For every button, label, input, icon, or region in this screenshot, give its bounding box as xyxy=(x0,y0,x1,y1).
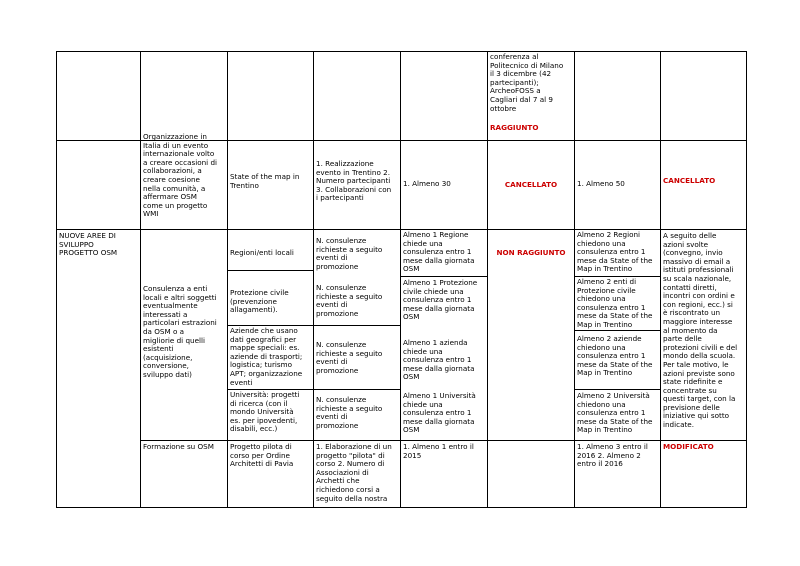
event-target-2016: 1. Almeno 50 xyxy=(577,179,625,188)
area-title: NUOVE AREE DI SVILUPPO PROGETTO OSM xyxy=(59,231,118,258)
subrow-aziende-target-2015: Almeno 1 azienda chiede una consulenza entro 1 mese dalla giornata OSM xyxy=(403,338,475,382)
subrow-aziende-action: Aziende che usano dati geografici per mappe speciali: es. aziende di trasporti; logistica; turismo APT; organizzazione eventi xyxy=(230,326,303,387)
event-indicator: 1. Realizzazione evento in Trentino 2. Numero partecipanti 3. Collaborazioni con i partecipanti xyxy=(316,159,392,203)
subrow-regioni-indicator: N. consulenze richieste a seguito eventi di promozione xyxy=(316,236,383,271)
subrow-protezione-action: Protezione civile (prevenzione allagamenti). xyxy=(230,288,289,315)
event-target-2015: 1. Almeno 30 xyxy=(403,179,451,188)
event-action: State of the map in Trentino xyxy=(230,172,300,190)
formazione-objective: Formazione su OSM xyxy=(143,442,214,451)
grid-line xyxy=(227,270,314,271)
grid-line xyxy=(56,51,57,508)
subrow-universita-action: Università: progetti di ricerca (con il mondo Università es. per ipovedenti, disabili, ecc.) xyxy=(230,390,300,434)
conference-text: conferenza al Politecnico di Milano il 3 dicembre (42 partecipanti); ArcheoFOSS a Cagliari dal 7 al 9 ottobre xyxy=(490,52,564,113)
subrow-aziende-target-2016: Almeno 2 aziende chiedono una consulenza entro 1 mese da State of the Map in Trentino xyxy=(577,334,653,378)
event-status-2015: CANCELLATO xyxy=(504,180,558,189)
grid-line xyxy=(574,330,661,331)
subrow-protezione-indicator: N. consulenze richieste a seguito eventi di promozione xyxy=(316,283,383,318)
formazione-target-2015: 1. Almeno 1 entro il 2015 xyxy=(403,442,474,460)
consulenza-status: NON RAGGIUNTO xyxy=(496,248,566,257)
subrow-regioni-target-2016: Almeno 2 Regioni chiedono una consulenza entro 1 mese da State of the Map in Trentino xyxy=(577,230,653,274)
formazione-status-2016: MODIFICATO xyxy=(663,442,714,451)
consulenza-notes: A seguito delle azioni svolte (convegno, invio massivo di email a istituti professionali su scala nazionale, contatti diretti, incontri con ordini e con regioni, ecc.) si è riscontrato un maggiore interesse al momento da parte delle protezioni civili e del mondo della scuola. Per tale motivo, le azioni previste sono state ridefinite e concentrate su questi target, con la previsione delle iniziative qui sotto indicate. xyxy=(663,231,738,430)
formazione-indicator: 1. Elaborazione di un progetto "pilota" di corso 2. Numero di Associazioni di Archetti che richiedono corsi a seguito della nostra xyxy=(316,442,392,503)
subrow-aziende-indicator: N. consulenze richieste a seguito eventi di promozione xyxy=(316,340,383,375)
subrow-universita-target-2016: Almeno 2 Università chiedono una consulenza entro 1 mese da State of the Map in Trentino xyxy=(577,391,653,435)
subrow-protezione-target-2015: Almeno 1 Protezione civile chiede una consulenza entro 1 mese dalla giornata OSM xyxy=(403,278,478,322)
grid-line xyxy=(140,440,747,441)
grid-line xyxy=(400,276,488,277)
subrow-regioni-action: Regioni/enti locali xyxy=(230,248,294,257)
event-objective: Organizzazione in Italia di un evento internazionale volto a creare occasioni di collaborazioni, a creare coesione nella comunità, a affermare OSM come un progetto WMI xyxy=(143,132,218,219)
subrow-universita-target-2015: Almeno 1 Università chiede una consulenza entro 1 mese dalla giornata OSM xyxy=(403,391,476,435)
status-raggiunto: RAGGIUNTO xyxy=(490,123,539,132)
event-status-2016: CANCELLATO xyxy=(663,176,716,185)
grid-line xyxy=(56,51,747,52)
grid-line xyxy=(56,229,747,230)
formazione-target-2016: 1. Almeno 3 entro il 2016 2. Almeno 2 entro il 2016 xyxy=(577,442,648,469)
subrow-protezione-target-2016: Almeno 2 enti di Protezione civile chiedono una consulenza entro 1 mese da State of the Map in Trentino xyxy=(577,277,653,329)
grid-line xyxy=(56,507,747,508)
grid-line xyxy=(574,389,661,390)
consulenza-objective: Consulenza a enti locali e altri soggetti eventualmente interessati a particolari estrazioni da OSM o a migliorie di quelli esistenti (acquisizione, conversione, sviluppo dati) xyxy=(143,284,217,379)
formazione-action: Progetto pilota di corso per Ordine Architetti di Pavia xyxy=(230,442,294,469)
subrow-regioni-target-2015: Almeno 1 Regione chiede una consulenza entro 1 mese dalla giornata OSM xyxy=(403,230,475,274)
subrow-universita-indicator: N. consulenze richieste a seguito eventi di promozione xyxy=(316,395,383,430)
